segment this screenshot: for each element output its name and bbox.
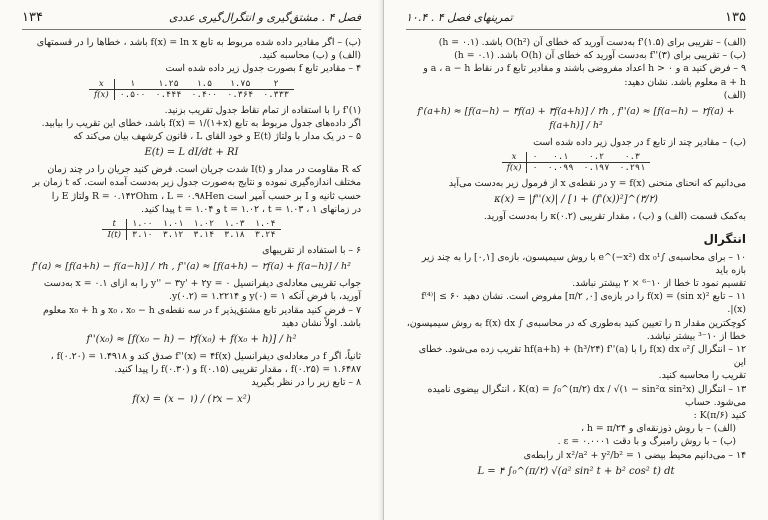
table-cell: ۱.۲۵: [151, 79, 187, 90]
equation-endpoint-formulas: f'(a+h) ≈ [f(a−h) − ۴f(a) + ۳f(a+h)] / ۲h , f''(a) ≈ [f(a−h) − ۲f(a) + f(a+h)] / h²: [417, 106, 735, 132]
text-line: (الف) و (ب) محاسبه کنید.: [259, 50, 361, 62]
table-row-label: f(x): [89, 89, 114, 100]
text-line: ۷ – فرض کنید مقادیر تابع مشتق‌پذیر f در سه نقطه‌ی x₀ ، x₀ − h و x₀ + h معلوم: [43, 304, 361, 316]
table-cell: ۳.۱۸: [224, 230, 245, 241]
left-text-block-2: [22, 104, 361, 144]
table-cell: ۰.۱: [543, 152, 579, 163]
text-line: ۴ – مقادیر تابع f بصورت جدول زیر داده شده است: [165, 63, 361, 75]
table-cell: ۱.۰۳: [219, 219, 250, 230]
table-cell: ۱.۵: [186, 79, 222, 90]
table-cell: ۱.۰۰: [127, 219, 158, 230]
text-line: تقسیم نمود تا خطا از ۱۰⁻⁶ × ۲ بیشتر نباشد.: [572, 278, 746, 290]
table-row-label: t: [102, 219, 126, 230]
text-line: کنید K(π/۶) :: [693, 410, 746, 422]
table-cell: ۳.۱۴: [193, 230, 215, 241]
table-row-label: I(t): [102, 230, 126, 241]
table-cell: ۰.۳: [614, 152, 650, 163]
table-cell: ۱.۰۱: [158, 219, 189, 230]
right-text-block-2: [406, 136, 746, 149]
table-cell: ۰.۵۰۰: [119, 89, 146, 100]
left-page-running-title: فصل ۴ . مشتق‌گیری و انتگرال‌گیری عددی: [169, 11, 361, 24]
text-line: (ب) – تقریبی برای f''(۳) به‌دست آورید که خطای آن O(h) باشد. (h = ۰.۱): [454, 50, 746, 62]
table-cell: ۳.۲۴: [254, 230, 276, 241]
table-cell: ۰: [527, 152, 543, 163]
equation-function-8: f(x) = (x − ۱) / (۲x − x²): [132, 393, 251, 405]
table-cell: ۰.۳۳۳: [263, 89, 290, 100]
text-line: (الف) – تقریبی برای f'(۱.۵) به‌دست آورید که خطای آن O(h²) باشد. (h = ۰.۱): [438, 37, 746, 48]
right-text-block-1: [406, 36, 746, 102]
text-line: به‌کمک قسمت (الف) و (ب) ، مقدار تقریبی κ(۰.۲) را به‌دست آورید.: [483, 211, 746, 223]
table-cell: ۱.۰۲: [188, 219, 219, 230]
text-line: باشد. اولاً نشان دهید: [281, 317, 361, 329]
table-cell: ۰.۲: [579, 152, 615, 163]
text-line: مختلف اندازه‌گیری نموده و نتایج به‌صورت جدول زیر به‌دست آمده است. که t زمان بر: [32, 177, 361, 189]
table-cell: ۱: [114, 79, 150, 90]
left-text-block-4: [22, 244, 361, 257]
right-page: [384, 0, 768, 520]
table-cell: ۰.۳۶۴: [227, 89, 254, 100]
text-line: f'(۱) را با استفاده از تمام نقاط جدول تقریب بزنید.: [164, 104, 361, 116]
right-page-number: ۱۳۵: [725, 10, 746, 25]
left-table-x-fx: [89, 79, 294, 100]
text-line: ۱۴ – می‌دانیم محیط بیضی x²/a² + y²/b² = ۱ از رابطه‌ی: [523, 449, 746, 461]
text-line: (الف) – با روش ذوزنقه‌ای و h = π/۲۴ ،: [580, 423, 736, 435]
text-line: ۱۱ – تابع f(x) = (sin x)² را در بازه‌ی [۰, π/۲] مفروض است. نشان دهید ۶۰ ≥ |f⁽⁴⁾(x)|.: [421, 291, 746, 316]
text-line: ۱۳ – انتگرال K(α) = ∫₀^(π/۲) dx / √(۱ − sin²α sin²x) ، انتگرال بیضوی نامیده می‌شود. حساب: [427, 383, 746, 408]
right-page-header: [406, 10, 746, 30]
text-line: ثانیاً، اگر f در معادله‌ی دیفرانسیل f''(x) = ۴f(x) صدق کند و f(۰.۲۰) = ۱.۴۹۱۸ ،: [50, 351, 361, 363]
text-line: (ب) – با روش رامبرگ و با دقت ε = ۰.۰۰۰۱ .: [557, 436, 736, 448]
left-text-block-3: [22, 163, 361, 216]
table-cell: ۰.۰۹۹: [547, 163, 574, 174]
table-cell: ۲: [258, 79, 294, 90]
equation-difference-formulas: f'(a) ≈ [f(a+h) − f(a−h)] / ۲h , f''(a) ≈ [f(a+h) − ۲f(a) + f(a−h)] / h²: [32, 261, 351, 273]
text-line: ۵ – در یک مدار با ولتاژ E(t) و خود القای L ، قانون کرشهف بیان می‌کند که: [73, 131, 361, 143]
section-heading-integral: انتگرال: [703, 231, 746, 246]
text-line: ۱۲ – انتگرال ∫₀² f(x) dx را با hf(a+h) + (h³/۲۴) f''(a) تقریب زده می‌شود. خطای این: [418, 344, 746, 369]
text-line: اگر داده‌های جدول مربوط به تابع f(x) = ۱/(۱+x) باشد، خطای این تقریب را بیابید.: [41, 117, 361, 129]
text-line: حسب ثانیه و I بر حسب آمپر است R = ۰.۱۴۲Ohm ، L = ۰.۹۸Hen ولتاژ E را: [51, 190, 361, 202]
table-cell: ۰.۴۰۰: [191, 89, 218, 100]
table-row-label: x: [502, 152, 527, 163]
text-line: آورید، با فرض آنکه y(۰) = ۱ و y(۰.۲) = ۱.۲۲۱۴.: [168, 291, 361, 303]
left-text-block-5: [22, 277, 361, 330]
left-text-block-1: [22, 36, 361, 76]
table-cell: ۱.۷۵: [222, 79, 258, 90]
text-line: ۹ – فرض کنید a و h > ۰ اعداد مفروضی باشند و مقادیر تابع f در نقاط a ، a − h و: [423, 63, 746, 75]
text-line: f(۰.۲۵) = ۱.۶۴۸۷ ، مقدار تقریبی f(۰.۱۵) و f(۰.۳۰) را پیدا کنید.: [114, 364, 361, 376]
table-cell: ۰.۲۹۱: [619, 163, 646, 174]
table-cell: ۱.۰۴: [250, 219, 281, 230]
right-table-x-fx: [502, 152, 651, 173]
equation-second-derivative: f''(x₀) ≈ [f(x₀ − h) − ۲f(x₀) + f(x₀ + h)] / h²: [86, 334, 297, 346]
right-text-block-5: [406, 251, 746, 462]
left-page-number: ۱۳۴: [22, 10, 43, 25]
right-text-block-4: [406, 210, 746, 223]
equation-kirchhoff: E(t) = L dI/dt + RI: [144, 147, 239, 159]
right-text-block-3: [406, 177, 746, 190]
text-line: که R مقاومت در مدار و I(t) شدت جریان است. فرض کنید جریان را در چند زمان: [47, 164, 361, 176]
left-table-t-current: [102, 219, 280, 240]
text-line: (ب) – مقادیر چند از تابع f در جدول زیر داده شده است: [533, 137, 746, 149]
table-cell: ۰.۱۹۷: [583, 163, 610, 174]
text-line: تقریب را محاسبه کنید.: [658, 370, 746, 382]
table-cell: ۰: [532, 163, 538, 174]
text-line: (الف): [723, 89, 746, 101]
left-page-header: [22, 10, 361, 30]
text-line: جواب تقریبی معادله‌ی دیفرانسیل y'' − ۳y' + ۲y = ۰ را به ازای x = ۰.۱ به‌دست: [43, 278, 361, 290]
table-row-label: x: [89, 79, 114, 90]
text-line: ۱۰ – برای محاسبه‌ی ∫₀¹ e^(−x²) dx با روش سیمپسون، بازه‌ی [۰,۱] را به چند زیر بازه باید: [421, 251, 746, 276]
equation-ellipse-perimeter: L = ۴ ∫₀^(π/۲) √(a² sin² t + b² cos² t) dt: [477, 465, 675, 477]
table-row-label: f(x): [502, 163, 527, 174]
text-line: (ب) – اگر مقادیر داده شده مربوط به تابع f(x) = ln x باشد ، خطاها را در قسمتهای: [36, 37, 361, 48]
table-cell: ۳.۱۰: [132, 230, 153, 241]
table-cell: ۳.۱۲: [162, 230, 184, 241]
text-line: در زمانهای ۱ ، t = ۱.۰۲ ، t = ۱.۰۳ و t = ۱.۰۴ پیدا کنید.: [141, 203, 361, 215]
text-line: ۸ – تابع زیر را در نظر بگیرید: [251, 377, 361, 389]
text-line: خطا از ۱۰⁻³ بیشتر نباشد.: [646, 330, 746, 342]
left-text-block-6: [22, 350, 361, 390]
text-line: کوچکترین مقدار n را تعیین کنید به‌طوری که در محاسبه‌ی ∫ f(x) dx به روش سیمپسون،: [406, 317, 746, 329]
right-page-running-title: ۱۰.۴ . تمرینهای فصل ۴: [406, 11, 513, 24]
equation-curvature: κ(x) = |f''(x)| / [۱ + (f'(x))²]^(۳/۲): [494, 194, 658, 206]
text-line: می‌دانیم که انحنای منحنی y = f(x) در نقطه‌ی x از فرمول زیر به‌دست می‌آید: [448, 178, 746, 190]
text-line: ۶ – با استفاده از تقریبهای: [262, 245, 361, 257]
text-line: a + h معلوم باشد. نشان دهید:: [624, 76, 746, 88]
table-cell: ۰.۴۴۴: [155, 89, 182, 100]
